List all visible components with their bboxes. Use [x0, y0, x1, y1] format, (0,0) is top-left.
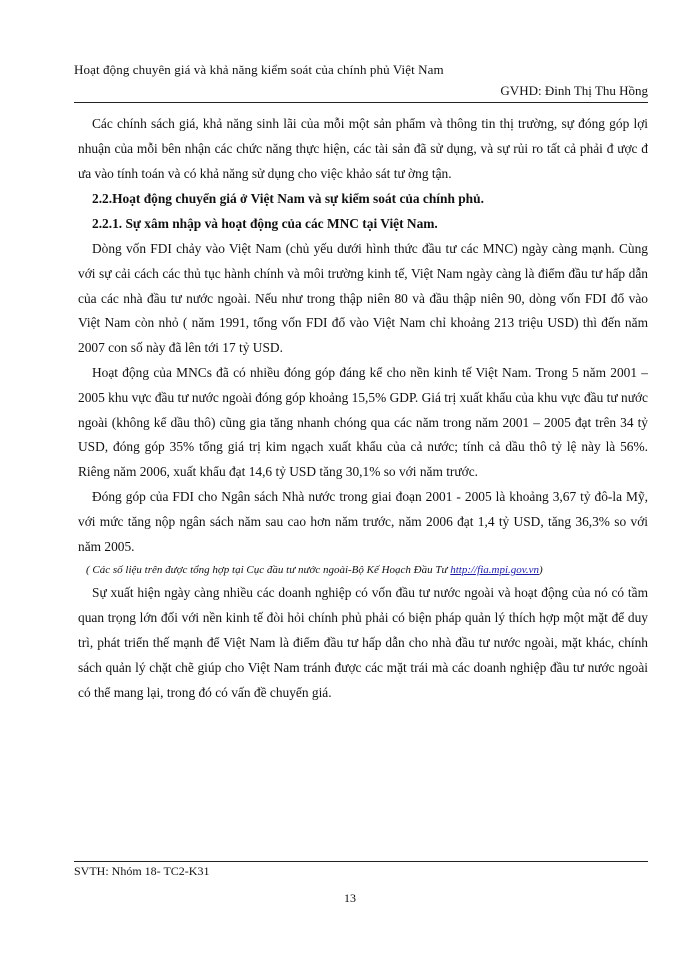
source-note-close: ) — [538, 564, 543, 577]
subsection-heading-2-2-1: 2.2.1. Sự xâm nhập và hoạt động của các MNC tại Việt Nam. — [92, 216, 438, 232]
paragraph-mnc: Hoạt động của MNCs đã có nhiều đóng góp đáng kể cho nền kinh tế Việt Nam. Trong 5 năm 2001 – 2005 khu vực đầu tư nước ngoài đóng góp khoảng 15,5% GDP. Giá trị xuất khẩu của khu vực đầu tư nước ngoài (không kể dầu thô) cũng gia tăng nhanh chóng qua các năm trong năm 2001 – 2005 đạt trên 34 tỷ USD, đóng góp 35% tổng giá trị kim ngạch xuất khẩu của cả nước; tính cả dầu thô tỷ lệ này là 56%. Riêng năm 2006, xuất khẩu đạt 14,6 tỷ USD tăng 30,1% so với năm trước. — [78, 364, 648, 480]
paragraph-budget: Đóng góp của FDI cho Ngân sách Nhà nước trong giai đoạn 2001 - 2005 là khoảng 3,67 tỷ đô-la Mỹ, với mức tăng nộp ngân sách năm sau cao hơn năm trước, năm 2006 đạt 1,4 tỷ USD, tăng 36,3% so với năm 2005. — [78, 488, 648, 554]
header-divider — [74, 102, 648, 103]
header-title: Hoạt động chuyên giá và khả năng kiểm soát của chính phủ Việt Nam — [74, 62, 444, 77]
page-number: 13 — [344, 891, 356, 905]
section-heading-2-2: 2.2.Hoạt động chuyển giá ở Việt Nam và sự kiểm soát của chính phủ. — [92, 191, 484, 207]
paragraph-intro: Các chính sách giá, khả năng sinh lãi của mỗi một sản phẩm và thông tin thị trường, sự đóng góp lợi nhuận của mỗi bên nhận các chức năng thực hiện, các tài sản đã sử dụng, và sự rủi ro tất cả phải đ ược đ ưa vào tính toán và có khả năng sử dụng cho việc khảo sát tư ờng tận. — [78, 116, 648, 181]
footer-group: SVTH: Nhóm 18- TC2-K31 — [74, 864, 210, 878]
document-body — [78, 112, 648, 705]
paragraph-fdi: Dòng vốn FDI chảy vào Việt Nam (chủ yếu dưới hình thức đầu tư các MNC) ngày càng mạnh. Cùng với sự cải cách các thủ tục hành chính và môi trường kinh tế, Việt Nam ngày càng là điểm đầu tư hấp dẫn của các nhà đầu tư nước ngoài. Nếu như trong thập niên 80 và đầu thập niên 90, dòng vốn FDI đổ vào Việt Nam còn nhỏ ( năm 1991, tổng vốn FDI đổ vào Việt Nam chỉ khoảng 213 triệu USD) thì đến năm 2007 con số này đã lên tới 17 tỷ USD. — [78, 240, 648, 356]
paragraph-conclusion: Sự xuất hiện ngày càng nhiều các doanh nghiệp có vốn đầu tư nước ngoài và hoạt động của nó có tầm quan trọng lớn đối với nền kinh tế đòi hỏi chính phủ phải có biện pháp quản lý thích hợp một mặt để duy trì, phát triển thế mạnh để Việt Nam là điểm đầu tư hấp dẫn cho nhà đầu tư nước ngoài, mặt khác, chính sách quản lý chặt chẽ giúp cho Việt Nam tránh được các mặt trái mà các doanh nghiệp đầu tư nước ngoài có thể mang lại, trong đó có vấn đề chuyển giá. — [78, 585, 648, 700]
header-instructor: GVHD: Đinh Thị Thu Hồng — [500, 83, 648, 98]
source-note-text: ( Các số liệu trên được tổng hợp tại Cục đầu tư nước ngoài-Bộ Kế Hoạch Đầu Tư — [86, 564, 451, 577]
footer-divider — [74, 861, 648, 862]
source-link[interactable]: http://fia.mpi.gov.vn — [450, 564, 539, 577]
source-note — [78, 559, 648, 581]
